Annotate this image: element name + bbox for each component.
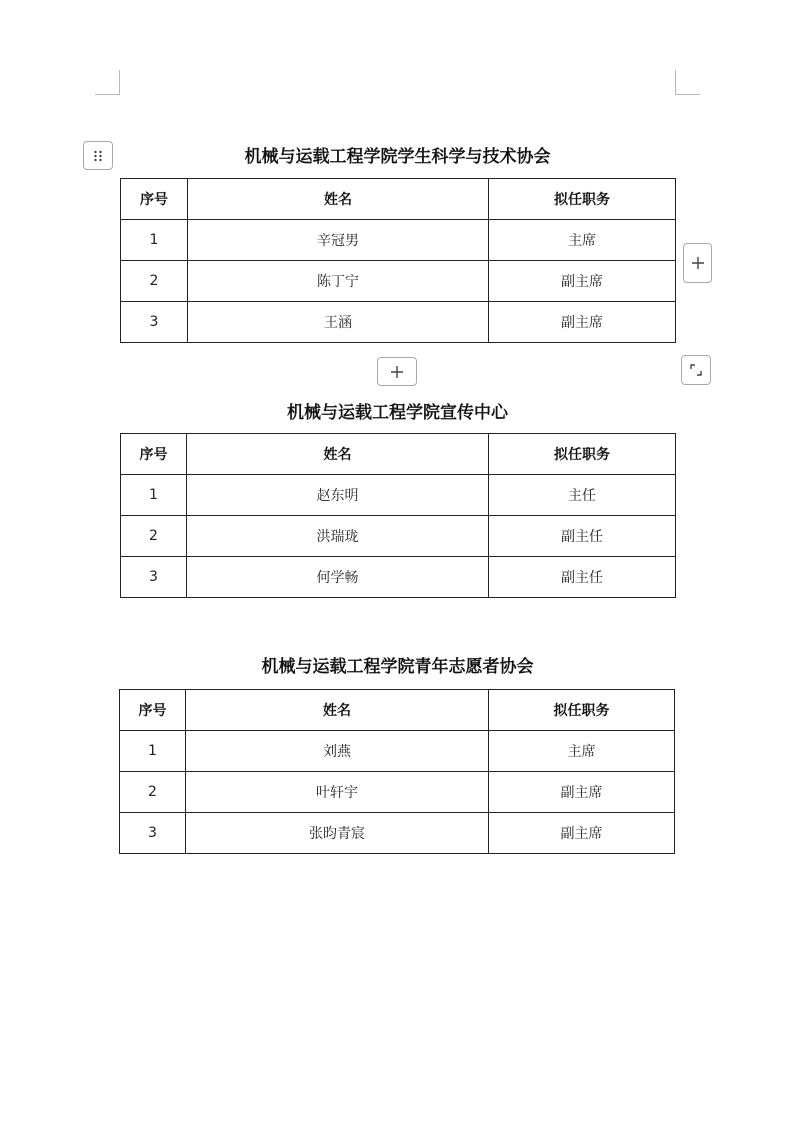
resize-corner-icon bbox=[689, 363, 703, 377]
cell-position: 副主席 bbox=[489, 813, 675, 854]
table-row bbox=[121, 516, 676, 557]
header-name: 姓名 bbox=[188, 179, 489, 220]
add-row-button[interactable] bbox=[377, 357, 417, 386]
roster-table-publicity-center bbox=[120, 433, 676, 598]
table-header-row bbox=[120, 690, 675, 731]
cell-name: 张昀青宸 bbox=[186, 813, 489, 854]
cell-position: 主任 bbox=[489, 475, 676, 516]
cell-position: 主席 bbox=[489, 731, 675, 772]
cell-index: 2 bbox=[121, 261, 188, 302]
header-index: 序号 bbox=[121, 434, 187, 475]
header-position: 拟任职务 bbox=[489, 690, 675, 731]
header-name: 姓名 bbox=[186, 690, 489, 731]
cell-position: 副主任 bbox=[489, 557, 676, 598]
cell-name: 刘燕 bbox=[186, 731, 489, 772]
plus-icon bbox=[691, 256, 705, 270]
cell-name: 洪瑞珑 bbox=[187, 516, 489, 557]
cell-position: 副主席 bbox=[489, 302, 676, 343]
cell-name: 辛冠男 bbox=[188, 220, 489, 261]
table-row bbox=[121, 557, 676, 598]
cell-name: 何学畅 bbox=[187, 557, 489, 598]
header-position: 拟任职务 bbox=[489, 179, 676, 220]
cell-position: 副主席 bbox=[489, 772, 675, 813]
table-row bbox=[120, 772, 675, 813]
cell-position: 主席 bbox=[489, 220, 676, 261]
cell-index: 2 bbox=[120, 772, 186, 813]
cell-name: 叶轩宇 bbox=[186, 772, 489, 813]
cell-position: 副主席 bbox=[489, 261, 676, 302]
add-column-button[interactable] bbox=[683, 243, 712, 283]
roster-table-science-tech-association bbox=[120, 178, 676, 343]
table-row bbox=[121, 220, 676, 261]
table-header-row bbox=[121, 434, 676, 475]
cell-name: 王涵 bbox=[188, 302, 489, 343]
table-move-handle[interactable] bbox=[83, 141, 113, 170]
cell-position: 副主任 bbox=[489, 516, 676, 557]
section-title-science-tech-association: 机械与运载工程学院学生科学与技术协会 bbox=[244, 147, 551, 167]
cell-index: 3 bbox=[121, 302, 188, 343]
table-row bbox=[121, 261, 676, 302]
header-index: 序号 bbox=[121, 179, 188, 220]
table-row bbox=[121, 475, 676, 516]
cell-index: 1 bbox=[120, 731, 186, 772]
crop-mark-top-right bbox=[675, 70, 700, 95]
table-row bbox=[120, 813, 675, 854]
plus-icon bbox=[390, 365, 404, 379]
header-position: 拟任职务 bbox=[489, 434, 676, 475]
drag-handle-icon bbox=[92, 150, 104, 162]
cell-name: 陈丁宁 bbox=[188, 261, 489, 302]
cell-name: 赵东明 bbox=[187, 475, 489, 516]
table-row bbox=[121, 302, 676, 343]
section-title-youth-volunteer-association: 机械与运载工程学院青年志愿者协会 bbox=[261, 657, 534, 677]
roster-table-youth-volunteer-association bbox=[119, 689, 675, 854]
header-index: 序号 bbox=[120, 690, 186, 731]
cell-index: 3 bbox=[121, 557, 187, 598]
crop-mark-top-left bbox=[95, 70, 120, 95]
cell-index: 3 bbox=[120, 813, 186, 854]
table-row bbox=[120, 731, 675, 772]
header-name: 姓名 bbox=[187, 434, 489, 475]
section-title-publicity-center: 机械与运载工程学院宣传中心 bbox=[287, 403, 508, 423]
table-header-row bbox=[121, 179, 676, 220]
cell-index: 1 bbox=[121, 475, 187, 516]
cell-index: 1 bbox=[121, 220, 188, 261]
cell-index: 2 bbox=[121, 516, 187, 557]
table-resize-handle[interactable] bbox=[681, 355, 711, 385]
